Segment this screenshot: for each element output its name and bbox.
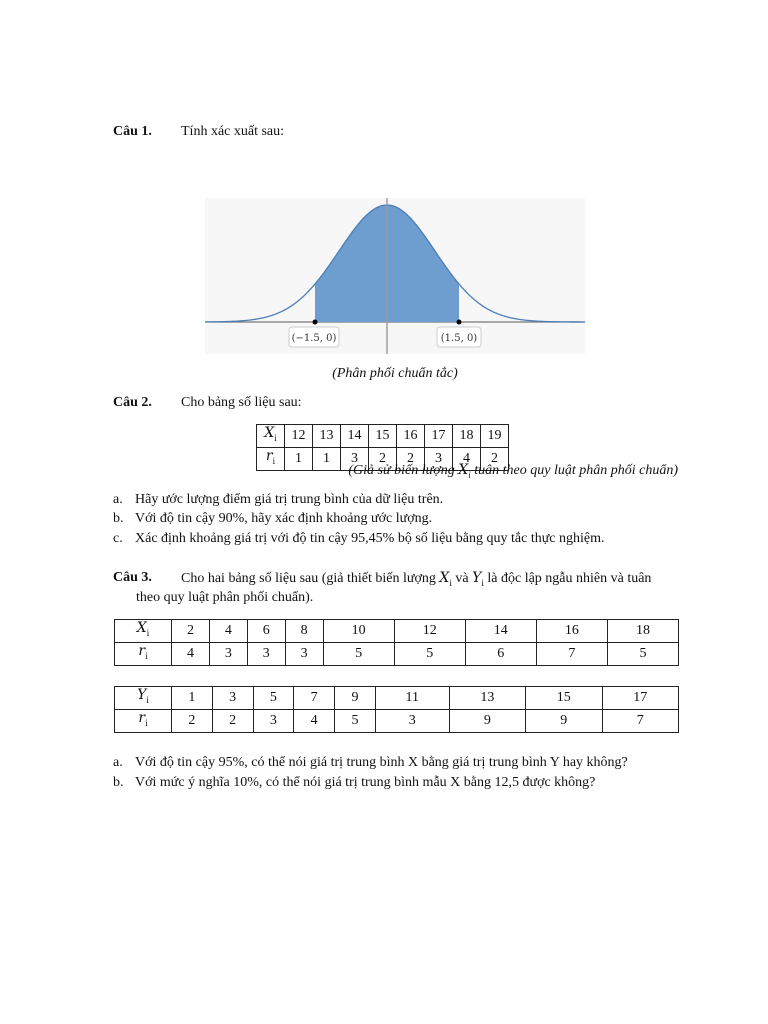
q1-heading [113, 124, 152, 140]
table-cell: 19 [481, 425, 509, 448]
row-header: $X_i$ [257, 425, 285, 448]
q3-text-post: là độc lập ngẫu nhiên và tuân [483, 571, 652, 586]
table-cell: 3 [247, 642, 285, 665]
table-cell: 9 [449, 709, 525, 732]
q2-item-a [113, 492, 443, 508]
q2-note [348, 462, 678, 480]
list-marker: b. [113, 511, 124, 526]
table-cell: 16 [397, 425, 425, 448]
table-cell: 12 [285, 425, 313, 448]
table-cell: 2 [481, 447, 509, 470]
q3-table-y [114, 686, 679, 733]
table-row-y [115, 687, 679, 710]
q3-sub-y: i [481, 577, 484, 588]
table-cell: 14 [341, 425, 369, 448]
table-cell: 2 [369, 447, 397, 470]
table-cell: 3 [253, 709, 294, 732]
q3-var-x: X [439, 570, 450, 586]
table-row-r [115, 642, 679, 665]
table-cell: 11 [375, 687, 449, 710]
table-cell: 14 [465, 620, 536, 643]
table-cell: 7 [602, 709, 678, 732]
table-cell: 9 [335, 687, 376, 710]
figure-caption: (Phân phối chuẩn tắc) [332, 366, 458, 381]
table-row-x [257, 425, 509, 448]
q2-heading [113, 395, 152, 411]
list-text: Hãy ước lượng điểm giá trị trung bình của dữ liệu trên. [135, 492, 444, 507]
table-cell: 3 [209, 642, 247, 665]
table-cell: 18 [453, 425, 481, 448]
point-right-label: (1.5, 0) [440, 333, 478, 344]
list-text: Với độ tin cậy 90%, hãy xác định khoảng ước lượng. [135, 511, 433, 526]
list-marker: b. [113, 775, 124, 790]
table-cell: 4 [172, 642, 210, 665]
table-cell: 1 [313, 447, 341, 470]
table-cell: 3 [285, 642, 323, 665]
table-cell: 5 [335, 709, 376, 732]
table-cell: 3 [375, 709, 449, 732]
table-cell: 2 [172, 709, 213, 732]
q2-note-pre: (Giả sử biến lượng [348, 463, 459, 478]
q2-note-sub: i [468, 469, 471, 480]
list-text: Xác định khoảng giá trị với độ tin cậy 95,45% bộ số liệu bằng quy tắc thực nghiệm. [135, 531, 605, 546]
row-header: $Y_i$ [115, 687, 172, 710]
list-marker: a. [113, 755, 123, 770]
table-cell: 17 [425, 425, 453, 448]
q1-text: Tính xác xuất sau: [181, 124, 285, 139]
list-marker: a. [113, 492, 123, 507]
table-cell: 6 [465, 642, 536, 665]
q3-item-b [113, 775, 595, 791]
q3-label: Câu 3. [113, 570, 152, 585]
table-cell: 18 [607, 620, 678, 643]
table-cell: 7 [294, 687, 335, 710]
q3-text-line2: theo quy luật phân phối chuẩn). [136, 590, 314, 605]
table-cell: 17 [602, 687, 678, 710]
table-cell: 16 [536, 620, 607, 643]
table-cell: 6 [247, 620, 285, 643]
q3-sub-x: i [449, 577, 452, 588]
row-header: $r_i$ [257, 447, 285, 470]
table-cell: 4 [453, 447, 481, 470]
table-cell: 5 [323, 642, 394, 665]
table-cell: 12 [394, 620, 465, 643]
table-cell: 4 [209, 620, 247, 643]
table-cell: 8 [285, 620, 323, 643]
q2-item-c [113, 531, 605, 547]
table-cell: 3 [341, 447, 369, 470]
q2-note-var: X [458, 462, 469, 478]
row-header: $X_i$ [115, 620, 172, 643]
table-cell: 5 [394, 642, 465, 665]
q3-table-x [114, 619, 679, 666]
list-marker: c. [113, 531, 123, 546]
q2-note-post: tuân theo quy luật phân phối chuẩn) [470, 463, 678, 478]
table-cell: 2 [212, 709, 253, 732]
table-cell: 3 [425, 447, 453, 470]
list-text: Với độ tin cậy 95%, có thể nói giá trị trung bình X bằng giá trị trung bình Y hay không? [135, 755, 628, 770]
table-cell: 2 [397, 447, 425, 470]
table-cell: 2 [172, 620, 210, 643]
q2-item-b [113, 511, 432, 527]
q3-text-pre: Cho hai bảng số liệu sau (giả thiết biến lượng [181, 571, 440, 586]
point-left [313, 320, 318, 325]
q1-label: Câu 1. [113, 124, 152, 139]
table-cell: 5 [607, 642, 678, 665]
table-cell: 7 [536, 642, 607, 665]
q3-text [181, 570, 651, 588]
point-right [457, 320, 462, 325]
list-text: Với mức ý nghĩa 10%, có thể nói giá trị trung bình mẫu X bằng 12,5 được không? [135, 775, 596, 790]
q3-text-mid: và [451, 571, 473, 586]
table-cell: 10 [323, 620, 394, 643]
table-row-x [115, 620, 679, 643]
q2-label: Câu 2. [113, 395, 152, 410]
normal-distribution-figure [205, 198, 585, 354]
table-cell: 4 [294, 709, 335, 732]
table-cell: 5 [253, 687, 294, 710]
row-header: $r_i$ [115, 709, 172, 732]
table-cell: 13 [313, 425, 341, 448]
q2-text: Cho bảng số liệu sau: [181, 395, 302, 410]
table-cell: 1 [285, 447, 313, 470]
table-cell: 3 [212, 687, 253, 710]
q3-heading [113, 570, 152, 586]
table-cell: 15 [526, 687, 602, 710]
q3-item-a [113, 755, 628, 771]
table-cell: 9 [526, 709, 602, 732]
table-cell: 13 [449, 687, 525, 710]
table-cell: 15 [369, 425, 397, 448]
q3-var-y: Y [472, 570, 482, 586]
row-header: $r_i$ [115, 642, 172, 665]
point-left-label: (−1.5, 0) [291, 333, 337, 344]
table-cell: 1 [172, 687, 213, 710]
table-row-r [115, 709, 679, 732]
